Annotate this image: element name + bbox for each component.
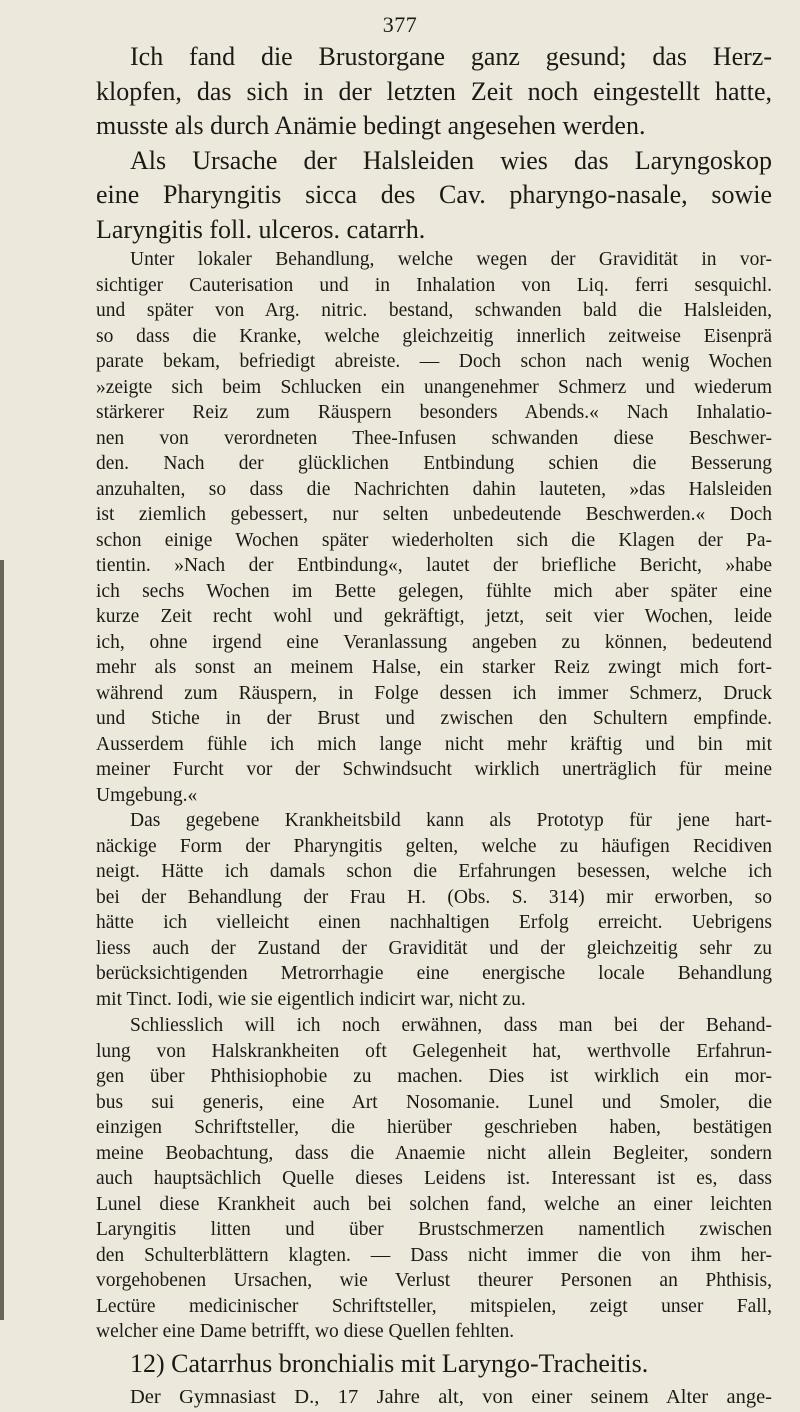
text-line: und später von Arg. nitric. bestand, schwanden bald die Halsleiden, <box>96 300 772 321</box>
text-line: tientin. »Nach der Entbindung«, lautet der briefliche Bericht, »habe <box>96 555 772 576</box>
text-line: Der Gymnasiast D., 17 Jahre alt, von einer seinem Alter ange- <box>130 1386 772 1408</box>
text-line: Laryngitis foll. ulceros. catarrh. <box>96 214 426 244</box>
case-heading <box>96 1347 772 1382</box>
text-line: so dass die Kranke, welche gleichzeitig innerlich zeitweise Eisenprä <box>96 325 772 347</box>
text-line: meiner Furcht vor der Schwindsucht wirklich unerträglich für meine <box>96 759 772 780</box>
text-line: vorgehobenen Ursachen, wie Verlust theurer Personen an Phthisis, <box>96 1270 772 1291</box>
text-line: mehr als sonst an meinem Halse, ein starker Reiz zwingt mich fort- <box>96 657 772 678</box>
text-line: gen über Phthisiophobie zu machen. Dies ist wirklich ein mor- <box>96 1066 772 1087</box>
text-line: den. Nach der glücklichen Entbindung schien die Besserung <box>96 453 772 474</box>
text-line: ist ziemlich gebessert, nur selten unbedeutende Beschwerden.« Doch <box>96 504 772 525</box>
text-line: »zeigte sich beim Schlucken ein unangenehmer Schmerz und wiederum <box>96 376 772 398</box>
text-line: klopfen, das sich in der letzten Zeit noch eingestellt hatte, <box>96 76 772 106</box>
text-line: während zum Räuspern, in Folge dessen ich immer Schmerz, Druck <box>96 682 772 704</box>
text-line: Schliesslich will ich noch erwähnen, dass man bei der Behand- <box>130 1015 772 1036</box>
text-line: Ausserdem fühle ich mich lange nicht mehr kräftig und bin mit <box>96 733 772 755</box>
text-line: Als Ursache der Halsleiden wies das Laryngoskop <box>130 145 772 175</box>
text-line: Laryngitis litten und über Brustschmerzen namentlich zwischen <box>96 1219 772 1240</box>
text-line: näckige Form der Pharyngitis gelten, welche zu häufigen Recidiven <box>96 835 772 857</box>
text-line: neigt. Hätte ich damals schon die Erfahrungen besessen, welche ich <box>96 861 772 882</box>
text-line: parate bekam, befriedigt abreiste. — Doch schon nach wenig Wochen <box>96 351 772 372</box>
text-line: berücksichtigenden Metrorrhagie eine energische locale Behandlung <box>96 963 772 984</box>
text-line: einzigen Schriftsteller, die hierüber geschrieben haben, bestätigen <box>96 1117 772 1138</box>
text-line: ich sechs Wochen im Bette gelegen, fühlte mich aber später eine <box>96 580 772 602</box>
case-title: 12) Catarrhus bronchialis mit Laryngo-Tracheitis. <box>130 1349 649 1378</box>
text-line: musste als durch Anämie bedingt angesehen werden. <box>96 111 646 140</box>
paragraph-treatment <box>96 247 772 808</box>
paragraph-phthisiophobia <box>96 1013 772 1345</box>
text-line: ich, ohne irgend eine Veranlassung angeben zu können, bedeutend <box>96 631 772 653</box>
text-line: Lectüre medicinischer Schriftsteller, mitspielen, zeigt unser Fall, <box>96 1295 772 1317</box>
text-line: Umgebung.« <box>96 784 198 806</box>
text-line: Ich fand die Brustorgane ganz gesund; das Herz- <box>130 42 772 71</box>
text-line: bus sui generis, eine Art Nosomanie. Lunel und Smoler, die <box>96 1091 772 1113</box>
text-line: hätte ich vielleicht einen nachhaltigen Erfolg erreicht. Uebrigens <box>96 912 772 933</box>
text-line: eine Pharyngitis sicca des Cav. pharyngo-nasale, sowie <box>96 180 772 209</box>
text-line: nen von verordneten Thee-Infusen schwanden diese Beschwer- <box>96 427 772 449</box>
text-line: mit Tinct. Iodi, wie sie eigentlich indicirt war, nicht zu. <box>96 988 526 1010</box>
text-line: kurze Zeit recht wohl und gekräftigt, jetzt, seit vier Wochen, leide <box>96 606 772 627</box>
text-line: welcher eine Dame betrifft, wo diese Quellen fehlten. <box>96 1321 515 1342</box>
text-line: Das gegebene Krankheitsbild kann als Prototyp für jene hart- <box>130 810 772 831</box>
page-number: 377 <box>382 12 418 37</box>
text-line: Unter lokaler Behandlung, welche wegen der Gravidität in vor- <box>130 249 772 270</box>
text-line: Lunel diese Krankheit auch bei solchen fand, welche an einer leichten <box>96 1193 772 1215</box>
text-line: lung von Halskrankheiten oft Gelegenheit hat, werthvolle Erfahrun- <box>96 1040 772 1062</box>
paragraph-clinical-picture <box>96 808 772 1012</box>
text-line: meine Beobachtung, dass die Anaemie nicht allein Begleiter, sondern <box>96 1142 772 1164</box>
text-line: schon einige Wochen später wiederholten sich die Klagen der Pa- <box>96 529 772 551</box>
text-line: den Schulterblättern klagten. — Dass nicht immer die von ihm her- <box>96 1244 772 1266</box>
paragraph-case-12 <box>96 1382 772 1412</box>
text-line: auch hauptsächlich Quelle dieses Leidens ist. Interessant ist es, dass <box>96 1168 772 1189</box>
text-line: bei der Behandlung der Frau H. (Obs. S. 314) mir erworben, so <box>96 886 772 908</box>
text-line: und Stiche in der Brust und zwischen den Schultern empfinde. <box>96 708 772 729</box>
paragraph-cause <box>96 144 772 248</box>
text-line: sichtiger Cauterisation und in Inhalation von Liq. ferri sesquichl. <box>96 274 772 296</box>
text-line: liess auch der Zustand der Gravidität und der gleichzeitig sehr zu <box>96 937 772 959</box>
text-line: stärkerer Reiz zum Räuspern besonders Abends.« Nach Inhalatio- <box>96 402 772 423</box>
page-edge-shadow <box>0 560 4 1320</box>
text-line: anzuhalten, so dass die Nachrichten dahin lauteten, »das Halsleiden <box>96 478 772 500</box>
paragraph-findings <box>96 40 772 144</box>
